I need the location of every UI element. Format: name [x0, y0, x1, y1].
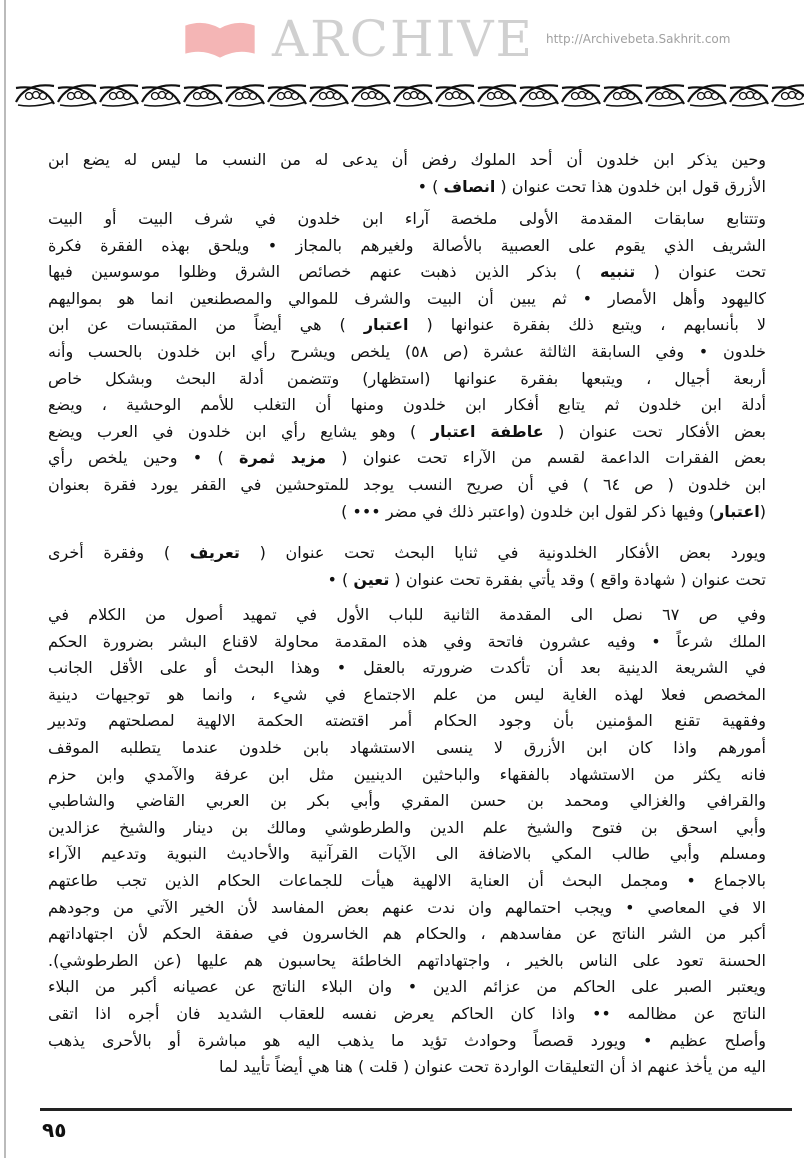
text-run: الناتج عن مظالمه •• واذا كان الحاكم يعرض نفسه للعقاب الشديد فان أجره اذا اتقى	[48, 1003, 766, 1023]
text-line	[48, 868, 766, 895]
text-run: والقرافي والغزالي ومحمد بن حسن المقري وأبي بكر بن العربي القاضي والشاطبي	[48, 791, 766, 811]
text-line	[48, 366, 766, 393]
text-line	[48, 147, 766, 174]
text-run: أدلة ابن خلدون ثم يتابع أفكار ابن خلدون ومنها أن التغلب للأمم الوحشية ، ويضع	[48, 395, 766, 415]
text-line	[48, 815, 766, 842]
text-run: ) هي أيضاً من المقتبسات عن ابن	[48, 315, 364, 335]
text-run: بالاجماع • ومجمل البحث أن العناية الالهية هيأت للجماعات الحكام الذين تجب طاعتهم	[48, 870, 766, 890]
text-line	[48, 921, 766, 948]
text-line	[48, 206, 766, 233]
text-run: الشريف الذي يقوم على العصبية بالأصالة ولغيرهم بالمجاز • ويلحق بهذه الفقرة فكرة	[48, 235, 766, 255]
text-run: أمورهم واذا كان ابن الأزرق لا ينسى الاستشهاد بابن خلدون عندما يتطلبه الموقف	[48, 737, 766, 757]
text-run: خلدون • وفي السابقة الثالثة عشرة (ص ٥٨) يلخص ويشرح رأي ابن خلدون بالحسب وأنه	[48, 341, 767, 361]
text-run: ويورد بعض الأفكار الخلدونية في ثنايا البحث تحت عنوان (	[239, 543, 766, 562]
text-line	[48, 540, 766, 567]
text-run: بعض الفقرات الداعمة لقسم من الآراء تحت عنوان (	[326, 448, 767, 468]
paragraph-2	[48, 206, 766, 525]
text-run: في الشريعة الدينية بعد أن تأكدت ضرورته بالعقل • وهذا البحث أو على الأقل الجانب	[48, 658, 766, 678]
text-run: وتتتابع سابقات المقدمة الأولى ملخصة آراء ابن خلدون في شرف البيت أو البيت	[48, 209, 766, 228]
paragraph-3	[48, 540, 766, 593]
text-line	[48, 499, 766, 526]
text-run: وفي ص ٦٧ نصل الى المقدمة الثانية للباب الأول في تمهيد أصول من الكلام في	[48, 605, 767, 624]
text-run: الأزرق قول ابن خلدون هذا تحت عنوان (	[495, 176, 766, 196]
text-line	[48, 948, 766, 975]
text-line	[48, 629, 766, 656]
text-line	[48, 233, 766, 260]
text-run: أربعة أجيال ، ويتبعها بفقرة عنوانها (استظهار) وتتضمن أدلة البحث وبشكل خاص	[48, 368, 766, 388]
text-line	[48, 841, 766, 868]
text-run: وأصلح عظيم • ويورد قصصاً وحوادث تؤيد ما يذهب اليه هو مباشرة أو بالأحرى يذهب	[48, 1030, 766, 1050]
text-run: المخصص فعلا لهذه الغاية ليس من علم الاجتماع في شيء ، وانما هو توجيهات دينية	[48, 684, 766, 704]
text-run: اليه من يأخذ عنهم اذ أن التعليقات الواردة تحت عنوان ( قلت ) هنا هي أيضاً تأييد لما	[218, 1057, 766, 1077]
text-line	[48, 339, 766, 366]
decorative-border-ornament	[14, 80, 804, 110]
text-line	[48, 472, 766, 499]
text-run: تحت عنوان (	[635, 262, 767, 282]
text-line	[48, 735, 766, 762]
section-title-term: تنبيه	[599, 262, 636, 282]
text-run: (	[759, 501, 766, 521]
section-title-term: اعتبار	[715, 501, 760, 521]
paragraph-1	[48, 147, 766, 200]
text-run: ) وهو يشايع رأي ابن خلدون في العرب ويضع	[48, 421, 431, 441]
watermark-text: ARCHIVE	[272, 10, 534, 68]
text-run: ومسلم وأبي طالب المكي بالاضافة الى الآيات القرآنية والأحاديث النبوية وتدعيم الآراء	[48, 844, 766, 864]
text-run: لا بأنسابهم ، ويتبع ذلك بفقرة عنوانها (	[408, 315, 766, 335]
section-title-term: تعريف	[189, 543, 240, 562]
text-line	[48, 602, 766, 629]
text-line	[48, 259, 766, 286]
text-line	[48, 174, 766, 201]
archive-watermark	[180, 6, 730, 72]
text-run: ) وفقرة أخرى	[48, 543, 190, 562]
text-run: ) •	[417, 176, 444, 196]
section-title-term: اعتبار	[363, 315, 409, 335]
text-run: ) •	[327, 569, 354, 589]
text-line	[48, 567, 766, 594]
footer-rule	[40, 1108, 792, 1111]
section-title-term: مزيد ثمرة	[239, 448, 327, 468]
text-line	[48, 312, 766, 339]
text-run: أكبر من الشر الناتج عن مفاسدهم ، والحكام هم الخاسرون في صفقة الحكم لأن اجتهاداتهم	[48, 924, 766, 944]
text-line	[48, 419, 766, 446]
text-run: الا في المعاصي • ويجب احتمالهم وان ندت عنهم بعض المفاسد لأن الخير الآتي من وجودهم	[48, 897, 766, 917]
text-line	[48, 895, 766, 922]
text-run: ) بذكر الذين ذهبت عنهم خصائص الشرق وظلوا موسوسين فيها	[48, 262, 600, 282]
text-run: الحسنة تعود على الناس بالخير ، واجتهاداتهم الخاطئة يحاسبون هم عليها (عن الطرطوشي).	[48, 950, 766, 970]
text-run: ويعتبر الصبر على الحاكم من عزائم الدين • وان البلاء الناتج عن عصيانه أكبر من البلاء	[48, 977, 766, 997]
text-run: فانه يكثر من الاستشهاد بالفقهاء والباحثين الدينيين مثل ابن عرفة والآمدي وابن حزم	[48, 764, 766, 784]
text-line	[48, 974, 766, 1001]
text-run: الملك شرعاً • وفيه عشرون فاتحة وفي هذه المقدمة محاولة لاقناع البشر بضرورة الحكم	[48, 631, 766, 651]
text-run: ) • وحين يلخص رأي	[48, 448, 240, 468]
text-run: وحين يذكر ابن خلدون أن أحد الملوك رفض أن يدعى له من النسب ما ليس له يضع ابن	[48, 150, 766, 169]
text-line	[48, 788, 766, 815]
section-title-term: تعين	[353, 569, 390, 589]
text-line	[48, 762, 766, 789]
paragraph-4	[48, 602, 766, 1081]
text-run: تحت عنوان ( شهادة واقع ) وقد يأتي بفقرة تحت عنوان (	[389, 569, 766, 589]
text-line	[48, 286, 766, 313]
text-line	[48, 1001, 766, 1028]
text-line	[48, 1028, 766, 1055]
text-line	[48, 708, 766, 735]
page-number: ٩٥	[42, 1118, 67, 1142]
section-title-term: عاطفة اعتبار	[430, 421, 544, 441]
book-logo-icon	[180, 17, 260, 61]
text-run: وأبي اسحق بن فتوح والشيخ علم الدين والطرطوشي ومالك بن دينار والشيخ عزالدين	[48, 817, 766, 837]
text-run: ابن خلدون ( ص ٦٤ ) في أن صريح النسب يوجد للمتوحشين في القفر يورد فقرة بعنوان	[48, 474, 766, 494]
text-line	[48, 392, 766, 419]
text-run: ) وفيها ذكر لقول ابن خلدون (واعتبر ذلك في مضر ••• )	[341, 501, 716, 521]
text-line	[48, 655, 766, 682]
scan-edge	[4, 0, 6, 1158]
text-line	[48, 682, 766, 709]
text-run: وفقهية تقنع المؤمنين بأن وجود الحكام أمر اقتضته الحكمة الالهية لمصلحتهم وتدبير	[48, 711, 766, 731]
section-title-term: انصاف	[443, 176, 496, 196]
text-run: بعض الأفكار تحت عنوان (	[543, 421, 766, 441]
text-line	[48, 1054, 766, 1081]
text-line	[48, 445, 766, 472]
text-run: كاليهود وأهل الأمصار • ثم يبين أن البيت والشرف للموالي والمصطنعين انما هو بمواليهم	[48, 288, 766, 308]
watermark-url: http://Archivebeta.Sakhrit.com	[545, 32, 731, 46]
